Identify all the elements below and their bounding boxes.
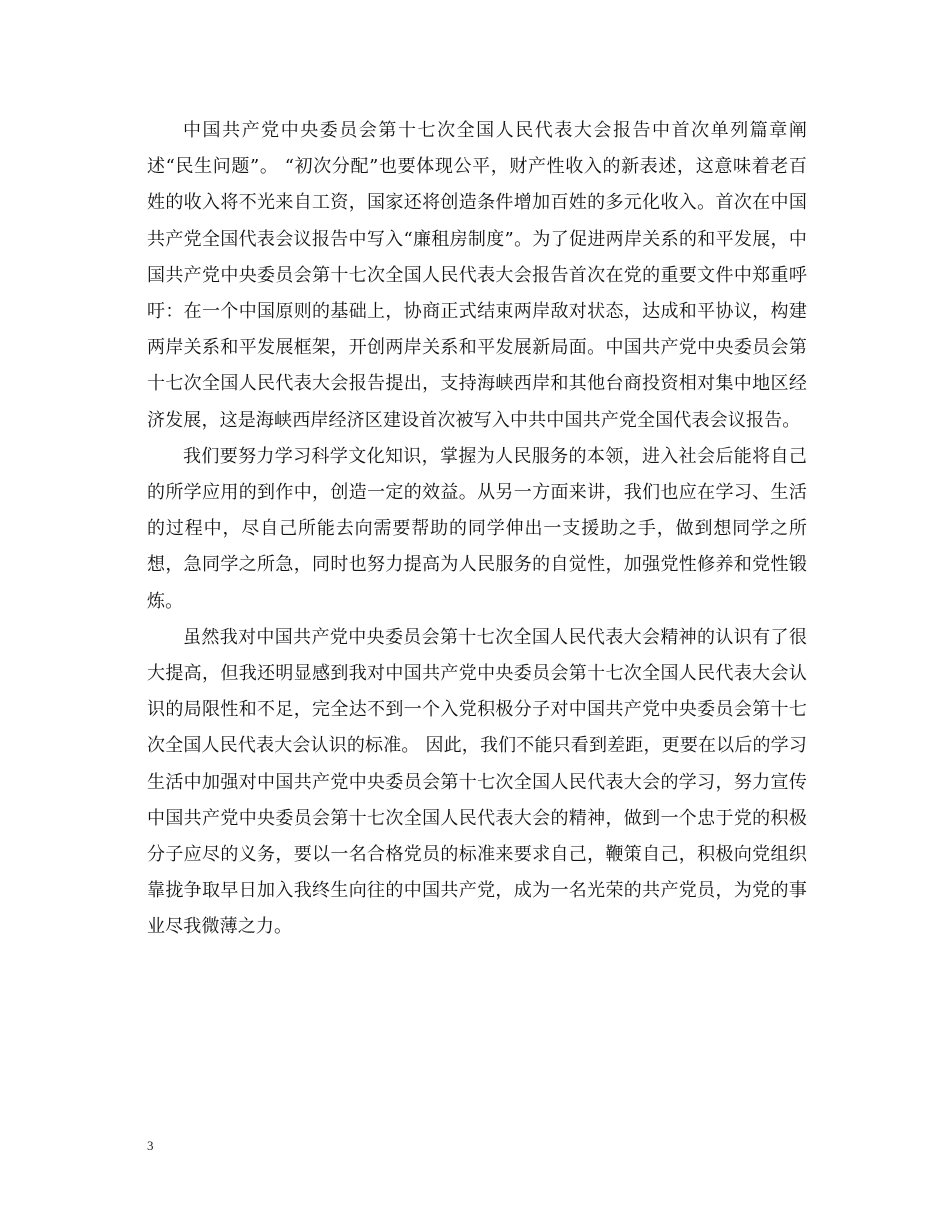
paragraph-2: 我们要努力学习科学文化知识，掌握为人民服务的本领，进入社会后能将自己的所学应用的到作中，创造一定的效益。从另一方面来讲，我们也应在学习、生活的过程中，尽自己所能去向需要帮助的同学伸出一支援助之手，做到想同学之所想，急同学之所急，同时也努力提高为人民服务的自觉性，加强党性修养和党性锻炼。 xyxy=(147,445,807,612)
paragraph-3: 虽然我对中国共产党中央委员会第十七次全国人民代表大会精神的认识有了很大提高，但我还明显感到我对中国共产党中央委员会第十七次全国人民代表大会认识的局限性和不足，完全达不到一个入党积极分子对中国共产党中央委员会第十七次全国人民代表大会认识的标准。 因此，我们不能只看到差距，更要在以后的学习生活中加强对中国共产党中央委员会第十七次全国人民代表大会的学习，努力宣传中国共产党中央委员会第十七次全国人民代表大会的精神，做到一个忠于党的积极分子应尽的义务，要以一名合格党员的标准来要求自己，鞭策自己，积极向党组织靠拢争取早日加入我终生向往的中国共产党，成为一名光荣的共产党员，为党的事业尽我微薄之力。 xyxy=(147,626,807,938)
document-body xyxy=(147,113,807,946)
paragraph-1: 中国共产党中央委员会第十七次全国人民代表大会报告中首次单列篇章阐述“民生问题”。 “初次分配”也要体现公平，财产性收入的新表述，这意味着老百姓的收入将不光来自工资，国家还将创造条件增加百姓的多元化收入。首次在中国共产党全国代表会议报告中写入“廉租房制度”。为了促进两岸关系的和平发展，中国共产党中央委员会第十七次全国人民代表大会报告首次在党的重要文件中郑重呼吁：在一个中国原则的基础上，协商正式结束两岸敌对状态，达成和平协议，构建两岸关系和平发展框架，开创两岸关系和平发展新局面。中国共产党中央委员会第十七次全国人民代表大会报告提出，支持海峡西岸和其他台商投资相对集中地区经济发展，这是海峡西岸经济区建设首次被写入中共中国共产党全国代表会议报告。 xyxy=(147,120,807,431)
page-number: 3 xyxy=(147,1138,154,1153)
